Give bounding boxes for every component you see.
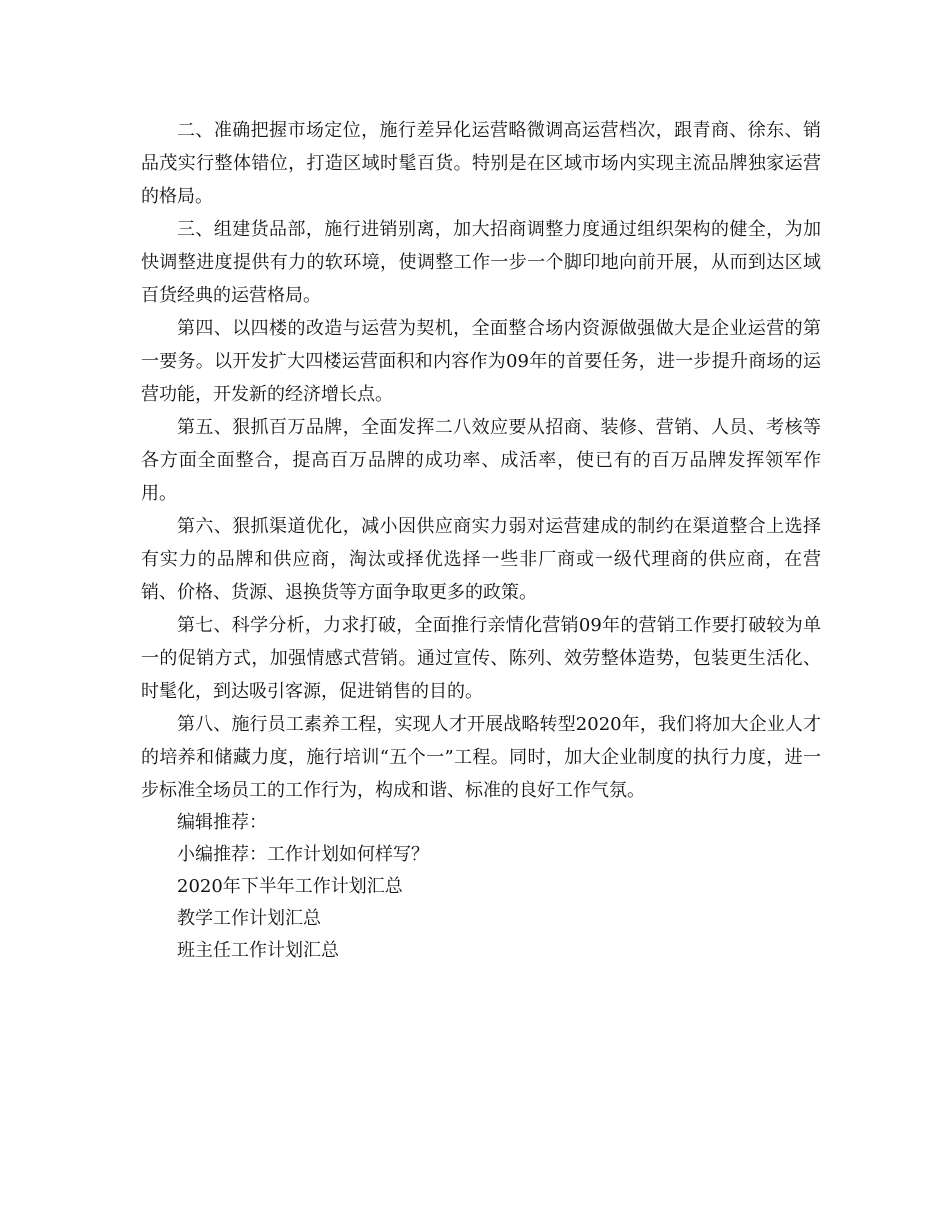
paragraph-5: 第五、狠抓百万品牌，全面发挥二八效应要从招商、装修、营销、人员、考核等各方面全面整合，提高百万品牌的成功率、成活率，使已有的百万品牌发挥领军作用。 bbox=[141, 417, 821, 504]
paragraph-7: 第七、科学分析，力求打破，全面推行亲情化营销09年的营销工作要打破较为单一的促销方式，加强情感式营销。通过宣传、陈列、效劳整体造势，包装更生活化、时髦化，到达吸引客源，促进销售的目的。 bbox=[141, 615, 821, 702]
recommend-link-teaching[interactable]: 教学工作计划汇总 bbox=[177, 908, 321, 929]
recommend-label: 编辑推荐： bbox=[177, 812, 267, 833]
paragraph-2: 二、准确把握市场定位，施行差异化运营略微调高运营档次，跟青商、徐东、销品茂实行整体错位，打造区域时髦百货。特别是在区域市场内实现主流品牌独家运营的格局。 bbox=[141, 120, 821, 207]
paragraph-8: 第八、施行员工素养工程，实现人才开展战略转型2020年，我们将加大企业人才的培养和储藏力度，施行培训“五个一”工程。同时，加大企业制度的执行力度，进一步标准全场员工的工作行为，构成和谐、标准的良好工作气氛。 bbox=[141, 714, 821, 801]
recommend-link-how-to-write[interactable]: 小编推荐：工作计划如何样写？ bbox=[177, 844, 429, 865]
recommend-list bbox=[141, 839, 821, 967]
recommend-link-head-teacher[interactable]: 班主任工作计划汇总 bbox=[177, 940, 339, 961]
paragraph-4: 第四、以四楼的改造与运营为契机，全面整合场内资源做强做大是企业运营的第一要务。以开发扩大四楼运营面积和内容作为09年的首要任务，进一步提升商场的运营功能，开发新的经济增长点。 bbox=[141, 318, 821, 405]
paragraph-3: 三、组建货品部，施行进销别离，加大招商调整力度通过组织架构的健全，为加快调整进度提供有力的软环境，使调整工作一步一个脚印地向前开展，从而到达区域百货经典的运营格局。 bbox=[141, 219, 821, 306]
document-page bbox=[141, 114, 821, 967]
recommend-link-2020-h2[interactable]: 2020年下半年工作计划汇总 bbox=[177, 876, 403, 897]
paragraph-6: 第六、狠抓渠道优化，减小因供应商实力弱对运营建成的制约在渠道整合上选择有实力的品牌和供应商，淘汰或择优选择一些非厂商或一级代理商的供应商，在营销、价格、货源、退换货等方面争取更多的政策。 bbox=[141, 516, 821, 603]
